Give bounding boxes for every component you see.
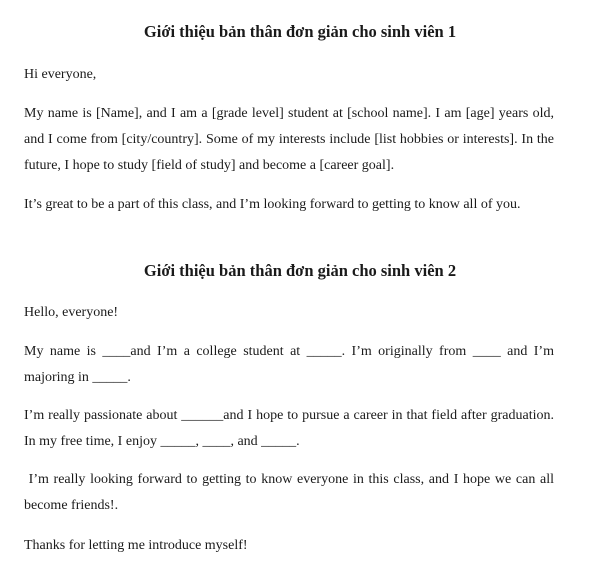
section-2-paragraph-1: My name is ____and I’m a college student at _____. I’m originally from ____ and I’m majoring in _____. xyxy=(24,344,554,385)
section-2-closing: Thanks for letting me introduce myself! xyxy=(24,538,248,553)
section-1-paragraph-1: My name is [Name], and I am a [grade level] student at [school name]. I am [age] years old, and I come from [city/country]. Some of my interests include [list hobbies or interests]. In the future, I hope to study [field of study] and become a [career goal]. xyxy=(24,106,554,173)
section-1-paragraph-2: It’s great to be a part of this class, and I’m looking forward to getting to know all of you. xyxy=(24,197,521,212)
section-2-greeting: Hello, everyone! xyxy=(24,305,119,320)
section-2-title: Giới thiệu bản thân đơn giản cho sinh viên 2 xyxy=(143,261,457,280)
section-2-paragraph-3: I’m really looking forward to getting to know everyone in this class, and I hope we can all become friends!. xyxy=(24,472,558,513)
section-1-greeting: Hi everyone, xyxy=(24,67,97,82)
section-1-title: Giới thiệu bản thân đơn giản cho sinh viên 1 xyxy=(143,22,457,41)
section-2-paragraph-2: I’m really passionate about ______and I hope to pursue a career in that field after graduation. In my free time, I enjoy _____, ____, and _____. xyxy=(24,408,554,449)
